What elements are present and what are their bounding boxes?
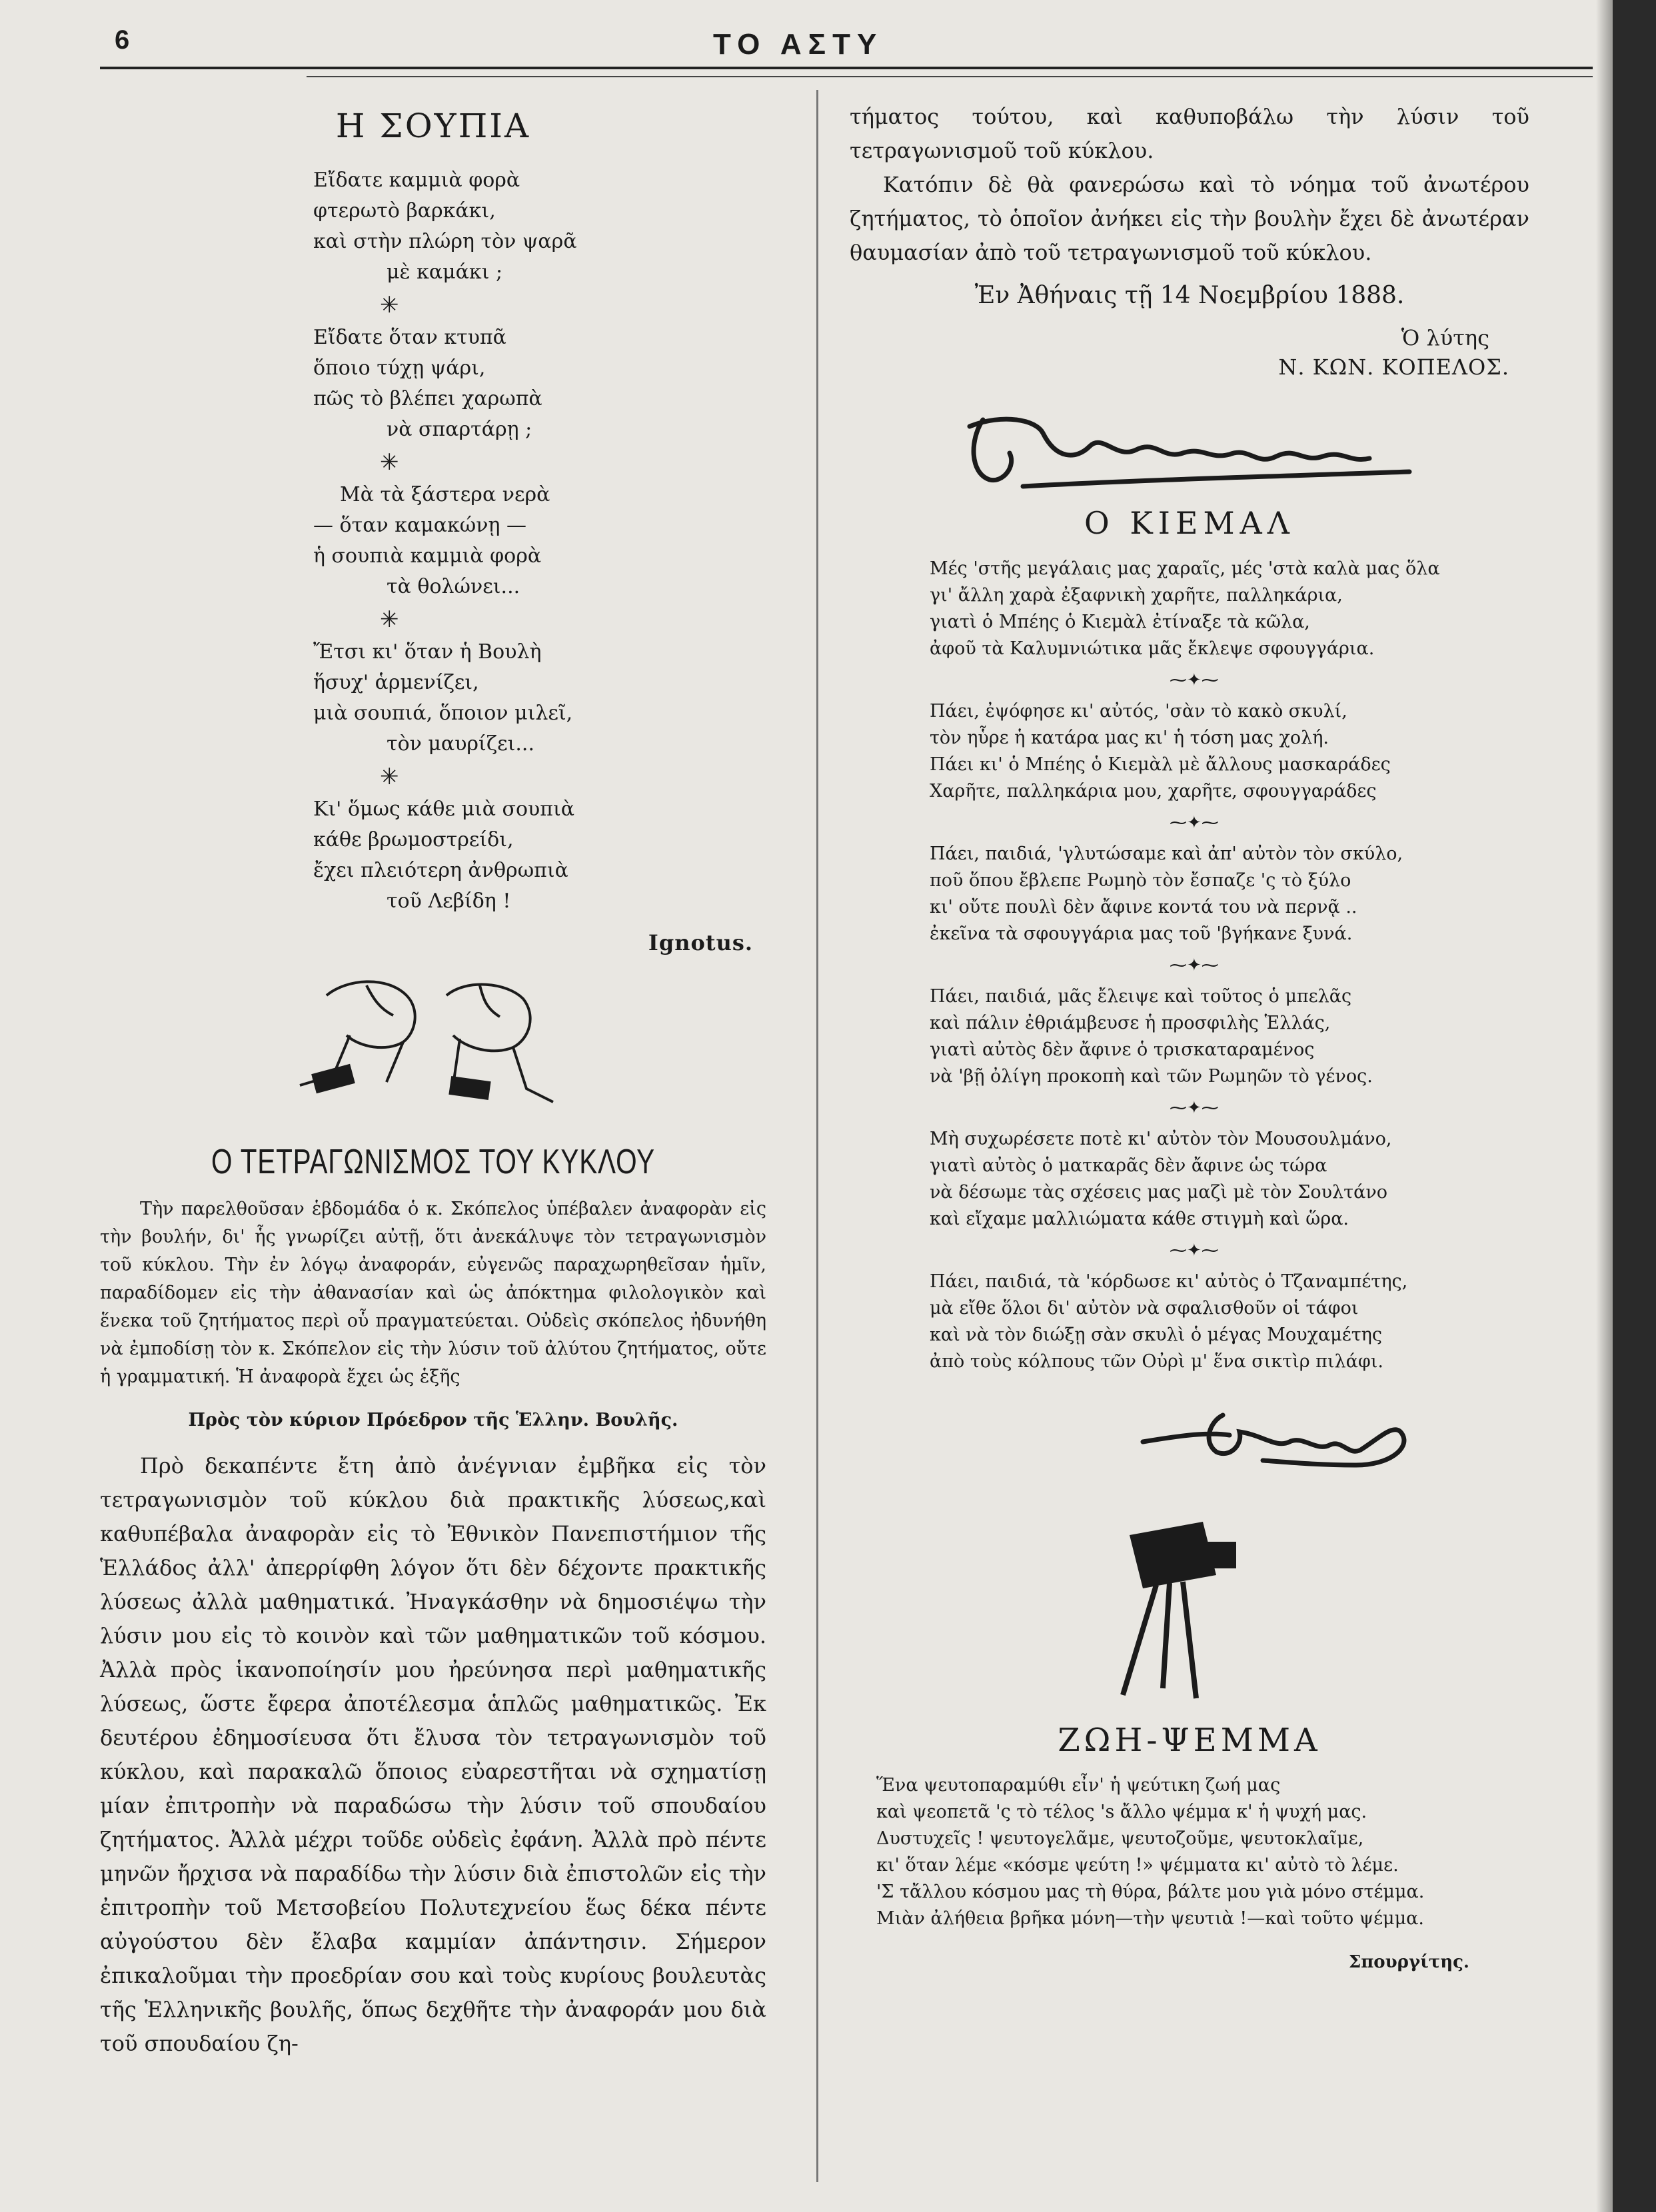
left-column: [100, 100, 766, 2061]
poem-line: Εἴδατε ὅταν κτυπᾶ: [313, 326, 506, 349]
page-edge: [1613, 0, 1656, 2212]
poem-line: φτερωτὸ βαρκάκι,: [313, 199, 496, 223]
handwritten-signature-1: [943, 393, 1449, 500]
solver-label: Ὁ λύτης: [1401, 325, 1489, 350]
poem-line: Χαρῆτε, παλληκάρια μου, χαρῆτε, σφουγγαράδες: [930, 781, 1377, 802]
poem-line: νὰ 'βῇ ὀλίγη προκοπὴ καὶ τῶν Ρωμηῶν τὸ γένος.: [930, 1066, 1373, 1087]
poem-line: καὶ στὴν πλώρη τὸν ψαρᾶ: [313, 230, 577, 253]
poem-line: Δυστυχεῖς ! ψευτογελᾶμε, ψευτοζοῦμε, ψευτοκλαῖμε,: [876, 1828, 1364, 1849]
poem-line: Πάει, παιδιά, μᾶς ἔλειψε καὶ τοῦτος ὁ μπελᾶς: [930, 986, 1352, 1007]
poem-line: μιὰ σουπιά, ὅποιον μιλεῖ,: [313, 702, 573, 725]
petition-body: Πρὸ δεκαπέντε ἔτη ἀπὸ ἀνέγνιαν ἐμβῆκα εἰς τὸν τετραγωνισμὸν τοῦ κύκλου διὰ πρακτικῆς λύσεως,καὶ καθυπέβαλα ἀναφορὰν εἰς τὸ Ἐθνικὸν Πανεπιστήμιον τῆς Ἑλλάδος ἀλλ' ἀπερρίφθη λόγον ὅτι δὲν δέχοντε πρακτικῆς λύσεως ἀλλὰ μαθηματικά. Ἠναγκάσθην νὰ δημοσιέψω τὴν λύσιν μου εἰς τὸ κοινὸν καὶ τῶν μαθηματικῶν τοῦ κόσμου. Ἀλλὰ πρὸς ἱκανοποίησίν μου ἠρεύνησα περὶ μαθηματικῆς λύσεως, ὥστε ἔφερα ἀποτέλεσμα ἁπλῶς μαθηματικῶς. Ἐκ δευτέρου ἐδημοσίευσα ὅτι ἔλυσα τὸν τετραγωνισμὸν τοῦ κύκλου, καὶ παρακαλῶ ὅποιος εὐαρεστῆται νὰ σχηματίσῃ μίαν ἐπιτροπὴν νὰ παραδώσω τὴν λύσιν τοῦ σπουδαίου ζητήματος. Ἀλλὰ μέχρι τοῦδε οὐδεὶς ἐφάνη. Ἀλλὰ πρὸ πέντε μηνῶν ἤρχισα νὰ παραδίδω τὴν λύσιν διὰ ἐπιστολῶν εἰς τὴν ἐπιτροπὴν τοῦ Μετσοβείου Πολυτεχνείου ἕως δέκα πέντε αὐγούστου δὲν ἔλαβα καμμίαν ἀπάντησιν. Σήμερον ἐπικαλοῦμαι τὴν προεδρίαν σου καὶ τοὺς κυρίους βουλευτὰς τῆς Ἑλληνικῆς βουλῆς, ὅπως δεχθῆτε τὴν ἀναφοράν μου διὰ τοῦ σπουδαίου ζη-: [100, 1453, 766, 2056]
poem-line: Πάει, ἐψόφησε κι' αὐτός, 'σὰν τὸ κακὸ σκυλί,: [930, 701, 1347, 722]
poem-line: μὰ εἴθε ὅλοι δι' αὐτὸν νὰ σφαλισθοῦν οἱ τάφοι: [930, 1298, 1359, 1319]
petition-continuation: τήματος τούτου, καὶ καθυποβάλω τὴν λύσιν τοῦ τετραγωνισμοῦ τοῦ κύκλου.: [850, 104, 1529, 163]
poem-line: καὶ νὰ τὸν διώξῃ σὰν σκυλὶ ὁ μέγας Μουχαμέτης: [930, 1325, 1382, 1345]
poem-line: Πάει, παιδιά, τὰ 'κόρδωσε κι' αὐτὸς ὁ Τζαναμπέτης,: [930, 1271, 1408, 1292]
poem-line: Μές 'στῆς μεγάλαις μας χαραῖς, μές 'στὰ καλὰ μας ὅλα: [930, 558, 1440, 579]
poem-line: 'Σ τἄλλου κόσμου μας τὴ θύρα, βάλτε μου γιὰ μόνο στέμμα.: [876, 1882, 1425, 1902]
fists-illustration: [287, 969, 566, 1122]
poem-line: γιατὶ αὐτὸς δὲν ἄφινε ὁ τρισκαταραμένος: [930, 1039, 1315, 1060]
soupia-stanza: [313, 637, 766, 760]
poem-line: Εἴδατε καμμιὰ φορὰ: [313, 169, 520, 192]
kiemal-stanza: [930, 841, 1529, 947]
soupia-signature: Ignotus.: [648, 930, 753, 955]
poem-line: καὶ πάλιν ἐθριάμβευσε ἡ προσφιλὴς Ἑλλάς,: [930, 1013, 1331, 1033]
star-ornament: ✳: [380, 606, 399, 633]
poem-line: γιατὶ αὐτὸς ὁ ματκαρᾶς δὲν ἄφινε ὡς τώρα: [930, 1155, 1327, 1176]
poem-line: Πάει κι' ὁ Μπέης ὁ Κιεμὰλ μὲ ἄλλους μασκαράδες: [930, 754, 1391, 775]
ornament: ⁓✦⁓: [1170, 670, 1219, 690]
poem-line: τὸν μαυρίζει...: [387, 732, 534, 756]
poem-line: Μὴ συχωρέσετε ποτὲ κι' αὐτὸν τὸν Μουσουλμάνο,: [930, 1129, 1392, 1149]
poem-line: νὰ σπαρτάρῃ ;: [387, 418, 532, 441]
soupia-stanza: [313, 322, 766, 445]
kiemal-stanza: [930, 1269, 1529, 1375]
ornament: ⁓✦⁓: [1170, 1098, 1219, 1118]
poem-line: Πάει, παιδιά, 'γλυτώσαμε καὶ ἀπ' αὐτὸν τὸν σκύλο,: [930, 843, 1403, 864]
poem-line: γιατὶ ὁ Μπέης ὁ Κιεμὰλ ἐτίναξε τὰ κῶλα,: [930, 612, 1310, 632]
binding-shadow: [1596, 0, 1613, 2212]
column-divider: [816, 90, 818, 2182]
star-ornament: ✳: [380, 764, 399, 790]
right-column: [850, 100, 1529, 1972]
poem-line: μὲ καμάκι ;: [387, 261, 503, 284]
poem-line: Μιὰν ἀλήθεια βρῆκα μόνη—τὴν ψευτιὰ !—καὶ τοῦτο ψέμμα.: [876, 1908, 1424, 1929]
zoi-signature: Σπουργίτης.: [1348, 1952, 1469, 1972]
star-ornament: ✳: [380, 292, 399, 318]
camera-illustration: [1103, 1515, 1249, 1708]
kiemal-stanza: [930, 698, 1529, 805]
soupia-stanza: [313, 794, 766, 917]
poem-line: — ὅταν καμακώνῃ —: [313, 514, 526, 537]
soupia-stanza: [313, 480, 766, 602]
page-number: 6: [115, 25, 130, 55]
petition-paragraph-2: Κατόπιν δὲ θὰ φανερώσω καὶ τὸ νόημα τοῦ ἀνωτέρου ζητήματος, τὸ ὁποῖον ἀνήκει εἰς τὴν βουλὴν ἔχει δὲ ἀνωτέραν θαυμασίαν ἀπὸ τοῦ τετραγωνισμοῦ τοῦ κύκλου.: [850, 172, 1529, 265]
poem-line: ἀπὸ τοὺς κόλπους τῶν Οὐρὶ μ' ἕνα σικτὶρ πιλάφι.: [930, 1351, 1383, 1372]
kiemal-stanza: [930, 983, 1529, 1090]
kiemal-poem: [930, 556, 1529, 1375]
poem-line: Μὰ τὰ ξάστερα νερὰ: [340, 483, 550, 506]
zoi-poem: [876, 1772, 1529, 1932]
poem-line: τὸν ηὗρε ἡ κατάρα μας κι' ἡ τόση μας χολή.: [930, 728, 1329, 748]
poem-line: ἡ σουπιὰ καμμιὰ φορὰ: [313, 544, 542, 568]
header-rule: [100, 67, 1593, 69]
poem-line: κι' οὔτε πουλὶ δὲν ἄφινε κοντά του νὰ περνᾷ ..: [930, 897, 1357, 917]
poem-line: τοῦ Λεβίδη !: [387, 889, 511, 913]
poem-line: ἐκεῖνα τὰ σφουγγάρια μας τοῦ 'βγήκανε ξυνά.: [930, 923, 1353, 944]
poem-line: ἔχει πλειότερη ἀνθρωπιὰ: [313, 859, 568, 882]
poem-line: ὅποιο τύχῃ ψάρι,: [313, 356, 486, 380]
header-rule-thin: [307, 76, 1593, 77]
poem-line: καὶ ψεοπετᾶ 'ς τὸ τέλος 's ἄλλο ψέμμα κ' ἡ ψυχή μας.: [876, 1802, 1367, 1822]
running-title: ΤΟ ΑΣΤΥ: [713, 28, 884, 61]
solver-name: Ν. ΚΩΝ. ΚΟΠΕΛΟΣ.: [1278, 354, 1509, 380]
poem-line: γι' ἄλλη χαρὰ ἐξαφνικὴ χαρῆτε, παλληκάρια,: [930, 585, 1343, 606]
poem-line: κι' ὅταν λέμε «κόσμε ψεύτη !» ψέμματα κι' αὐτὸ τὸ λέμε.: [876, 1855, 1399, 1876]
ornament: ⁓✦⁓: [1170, 955, 1219, 975]
kiemal-stanza: [930, 556, 1529, 662]
petition-address: Πρὸς τὸν κύριον Πρόεδρον τῆς Ἑλλην. Βουλῆς.: [188, 1410, 678, 1430]
poem-line: νὰ δέσωμε τὰς σχέσεις μας μαζὶ μὲ τὸν Σουλτάνο: [930, 1182, 1387, 1203]
star-ornament: ✳: [380, 449, 399, 476]
petition-dateline: Ἐν Ἀθήναις τῇ 14 Νοεμβρίου 1888.: [974, 282, 1405, 309]
poem-line: ποῦ ὅπου ἔβλεπε Ρωμηὸ τὸν ἔσπαζε 'ς τὸ ξύλο: [930, 870, 1351, 891]
tetragonismos-title: Ο ΤΕΤΡΑΓΩΝΙΣΜΟΣ ΤΟΥ ΚΥΚΛΟΥ: [211, 1143, 655, 1181]
handwritten-signature-2: [1130, 1395, 1449, 1475]
poem-line: ἀφοῦ τὰ Καλυμνιώτικα μᾶς ἔκλεψε σφουγγάρια.: [930, 638, 1375, 659]
kiemal-stanza: [930, 1126, 1529, 1233]
poem-line: καὶ εἴχαμε μαλλιώματα κάθε στιγμὴ καὶ ὥρα.: [930, 1209, 1349, 1229]
poem-line: Ἕνα ψευτοπαραμύθι εἶν' ἡ ψεύτικη ζωή μας: [876, 1775, 1281, 1796]
tetragonismos-intro: Τὴν παρελθοῦσαν ἑβδομάδα ὁ κ. Σκόπελος ὑπέβαλεν ἀναφορὰν εἰς τὴν βουλήν, δι' ἧς γνωρίζει αὐτῇ, ὅτι ἀνεκάλυψε τὸν τετραγωνισμὸν τοῦ κύκλου. Τὴν ἐν λόγῳ ἀναφοράν, εὐγενῶς παραχωρηθεῖσαν ἡμῖν, παραδίδομεν εἰς τὴν ἀθανασίαν καὶ ὡς ἀπόκτημα φιλολογικὸν καὶ ἕνεκα τοῦ ζητήματος περὶ οὗ πραγματεύεται. Οὐδεὶς σκόπελος ἠδυνήθη νὰ ἐμποδίσῃ τὸν κ. Σκόπελον εἰς τὴν λύσιν τοῦ ἀλύτου ζητήματος, οὔτε ἡ γραμματική. Ἡ ἀναφορὰ ἔχει ὡς ἑξῆς: [100, 1199, 766, 1387]
ornament: ⁓✦⁓: [1170, 1241, 1219, 1261]
soupia-stanza: [313, 165, 766, 288]
soupia-poem: [313, 165, 766, 917]
poem-line: Ἔτσι κι' ὅταν ἡ Βουλὴ: [313, 640, 542, 664]
poem-line: ἥσυχ' ἁρμενίζει,: [313, 671, 479, 694]
poem-line: πῶς τὸ βλέπει χαρωπὰ: [313, 387, 542, 410]
poem-line: τὰ θολώνει...: [387, 575, 520, 598]
poem-line: Κι' ὅμως κάθε μιὰ σουπιὰ: [313, 798, 575, 821]
kiemal-title: Ο ΚΙΕΜΑΛ: [1084, 505, 1295, 541]
poem-line: κάθε βρωμοστρείδι,: [313, 828, 514, 851]
ornament: ⁓✦⁓: [1170, 813, 1219, 833]
zoi-title: ΖΩΗ-ΨΕΜΜΑ: [1058, 1722, 1321, 1759]
soupia-title: Η ΣΟΥΠΙΑ: [335, 107, 531, 145]
